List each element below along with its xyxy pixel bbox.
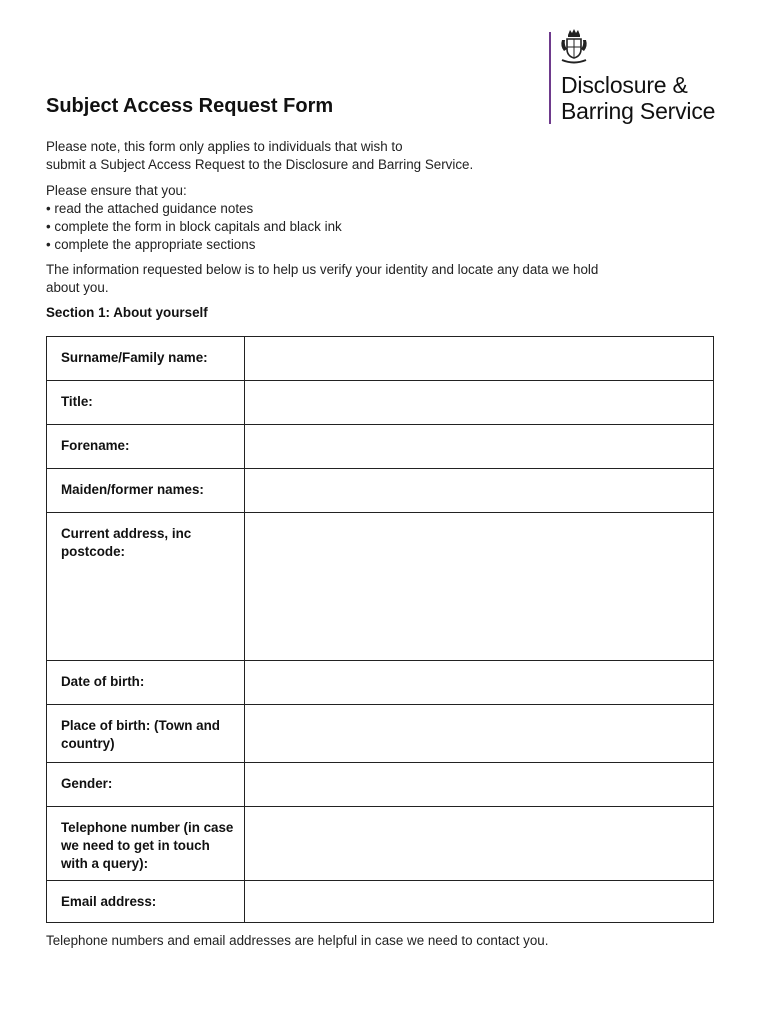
table-row	[47, 661, 714, 705]
ensure-heading: Please ensure that you:	[46, 183, 187, 198]
logo-line-1: Disclosure &	[561, 72, 688, 98]
field-label: Current address, inc postcode:	[47, 513, 245, 661]
table-row	[47, 381, 714, 425]
field-label: Title:	[47, 381, 245, 425]
ensure-item: • complete the form in block capitals and black ink	[46, 219, 342, 234]
info-text	[46, 261, 726, 297]
table-row	[47, 763, 714, 807]
field-label: Surname/Family name:	[47, 337, 245, 381]
table-row	[47, 807, 714, 881]
date-of-birth-field[interactable]	[244, 661, 713, 705]
place-of-birth-field[interactable]	[244, 705, 713, 763]
table-row	[47, 513, 714, 661]
field-label: Gender:	[47, 763, 245, 807]
field-label: Place of birth: (Town and country)	[47, 705, 245, 763]
section-1-heading: Section 1: About yourself	[46, 305, 208, 320]
royal-crest-icon	[559, 28, 589, 64]
title-field[interactable]	[244, 381, 713, 425]
field-label: Forename:	[47, 425, 245, 469]
table-row	[47, 705, 714, 763]
about-yourself-table	[46, 336, 714, 923]
field-label: Telephone number (in case we need to get in touch with a query):	[47, 807, 245, 881]
gender-field[interactable]	[244, 763, 713, 807]
ensure-list	[46, 182, 726, 254]
field-label: Email address:	[47, 881, 245, 923]
table-row	[47, 337, 714, 381]
info-line-1: The information requested below is to help us verify your identity and locate any data we hold	[46, 262, 599, 277]
telephone-field[interactable]	[244, 807, 713, 881]
surname-field[interactable]	[244, 337, 713, 381]
ensure-item: • complete the appropriate sections	[46, 237, 256, 252]
page-title: Subject Access Request Form	[46, 95, 334, 117]
dbs-logo	[549, 28, 759, 128]
email-field[interactable]	[244, 881, 713, 923]
table-row	[47, 881, 714, 923]
ensure-item: • read the attached guidance notes	[46, 201, 254, 216]
intro-text	[46, 138, 726, 174]
forename-field[interactable]	[244, 425, 713, 469]
logo-line-2: Barring Service	[561, 98, 716, 124]
intro-line-1: Please note, this form only applies to individuals that wish to	[46, 139, 403, 154]
field-label: Maiden/former names:	[47, 469, 245, 513]
field-label: Date of birth:	[47, 661, 245, 705]
table-row	[47, 425, 714, 469]
maiden-names-field[interactable]	[244, 469, 713, 513]
logo-text	[561, 72, 715, 124]
address-field[interactable]	[244, 513, 713, 661]
logo-divider	[549, 32, 551, 124]
intro-line-2: submit a Subject Access Request to the Disclosure and Barring Service.	[46, 157, 474, 172]
footnote: Telephone numbers and email addresses are helpful in case we need to contact you.	[46, 933, 549, 948]
table-row	[47, 469, 714, 513]
info-line-2: about you.	[46, 280, 109, 295]
